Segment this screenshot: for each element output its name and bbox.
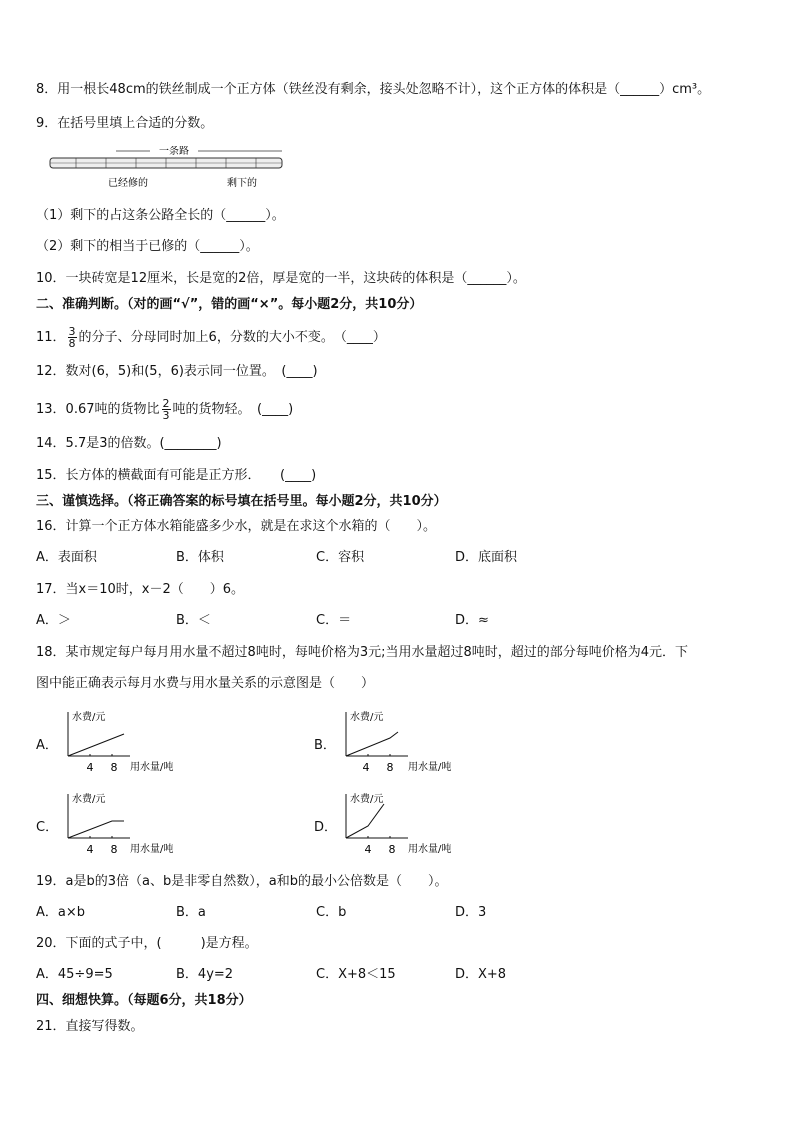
q17-option-d: D．≈ <box>455 613 489 628</box>
fraction: $\frac{2}{3}$ <box>162 397 170 422</box>
q20-option-b: B．4y=2 <box>176 967 234 982</box>
question-11: 11． $\frac{3}{8}$ 的分子、分母同时加上6，分数的大小不变。 （____） <box>36 325 386 350</box>
svg-text:水费/元: 水费/元 <box>350 794 384 805</box>
q19-option-c: C．b <box>316 905 347 920</box>
q16-option-d: D．底面积 <box>455 550 518 565</box>
question-9: 9．在括号里填上合适的分数。 <box>36 116 214 131</box>
svg-text:用水量/吨: 用水量/吨 <box>130 762 174 773</box>
question-18-line-2: 图中能正确表示每月水费与用水量关系的示意图是（ ） <box>36 676 375 691</box>
svg-text:水费/元: 水费/元 <box>350 712 384 723</box>
road-diagram <box>46 146 286 192</box>
graph-b <box>338 708 468 778</box>
svg-text:4: 4 <box>86 843 94 856</box>
svg-text:8: 8 <box>110 761 118 774</box>
question-15: 15．长方体的横截面有可能是正方形． (____) <box>36 468 317 483</box>
question-21: 21．直接写得数。 <box>36 1019 144 1034</box>
graph-a <box>60 708 190 778</box>
q19-option-a: A．a×b <box>36 905 86 920</box>
road-label-right: 剩下的 <box>227 178 257 189</box>
question-19: 19．a是b的3倍（a、b是非零自然数），a和b的最小公倍数是（ ）。 <box>36 874 448 889</box>
svg-text:水费/元: 水费/元 <box>72 712 106 723</box>
q17-option-a: A．＞ <box>36 613 71 628</box>
road-label-top: 一条路 <box>159 146 189 157</box>
question-16: 16．计算一个正方体水箱能盛多少水，就是在求这个水箱的（ ）。 <box>36 519 437 534</box>
q20-option-c: C．X+8＜15 <box>316 967 396 982</box>
question-12: 12．数对(6，5)和(5，6)表示同一位置。 (____) <box>36 364 318 379</box>
q20-option-a: A．45÷9=5 <box>36 967 113 982</box>
svg-text:4: 4 <box>364 843 372 856</box>
fraction: $\frac{3}{8}$ <box>68 325 76 350</box>
q16-option-c: C．容积 <box>316 550 365 565</box>
question-9-2: （2）剩下的相当于已修的（______）。 <box>36 239 259 254</box>
q18-option-c: C． <box>36 820 59 835</box>
section-4-heading: 四、细想快算。（每题6分，共18分） <box>36 993 252 1008</box>
graph-c <box>60 790 190 860</box>
question-20: 20．下面的式子中，( )是方程。 <box>36 936 258 951</box>
q18-option-d: D． <box>314 820 338 835</box>
q18-option-a: A． <box>36 738 58 753</box>
question-8: 8．用一根长48cm的铁丝制成一个正方体（铁丝没有剩余，接头处忽略不计），这个正方体的体积是（______）cm³。 <box>36 82 711 97</box>
svg-text:8: 8 <box>386 761 394 774</box>
q17-option-b: B．＜ <box>176 613 211 628</box>
svg-text:用水量/吨: 用水量/吨 <box>408 844 452 855</box>
svg-text:水费/元: 水费/元 <box>72 794 106 805</box>
question-9-1: （1）剩下的占这条公路全长的（______）。 <box>36 208 285 223</box>
q19-option-d: D．3 <box>455 905 487 920</box>
svg-text:4: 4 <box>362 761 370 774</box>
q19-option-b: B．a <box>176 905 206 920</box>
svg-text:用水量/吨: 用水量/吨 <box>130 844 174 855</box>
section-2-heading: 二、准确判断。（对的画“√”，错的画“×”。每小题2分，共10分） <box>36 297 423 312</box>
svg-text:8: 8 <box>110 843 118 856</box>
q18-option-b: B． <box>314 738 336 753</box>
svg-text:用水量/吨: 用水量/吨 <box>408 762 452 773</box>
question-18-line-1: 18．某市规定每户每月用水量不超过8吨时，每吨价格为3元;当用水量超过8吨时，超过的部分每吨价格为4元．下 <box>36 645 689 660</box>
question-17: 17．当x＝10时，x－2（ ）6。 <box>36 582 245 597</box>
question-14: 14．5.7是3的倍数。(________) <box>36 436 222 451</box>
graph-d <box>338 790 468 860</box>
q16-option-b: B．体积 <box>176 550 224 565</box>
q20-option-d: D．X+8 <box>455 967 507 982</box>
road-label-left: 已经修的 <box>108 178 148 189</box>
q16-option-a: A．表面积 <box>36 550 97 565</box>
question-10: 10．一块砖宽是12厘米，长是宽的2倍，厚是宽的一半，这块砖的体积是（______）。 <box>36 271 526 286</box>
q17-option-c: C．＝ <box>316 613 352 628</box>
section-3-heading: 三、谨慎选择。（将正确答案的标号填在括号里。每小题2分，共10分） <box>36 494 447 509</box>
svg-text:8: 8 <box>388 843 396 856</box>
svg-text:4: 4 <box>86 761 94 774</box>
question-13: 13．0.67吨的货物比 $\frac{2}{3}$ 吨的货物轻。 (____) <box>36 397 294 422</box>
